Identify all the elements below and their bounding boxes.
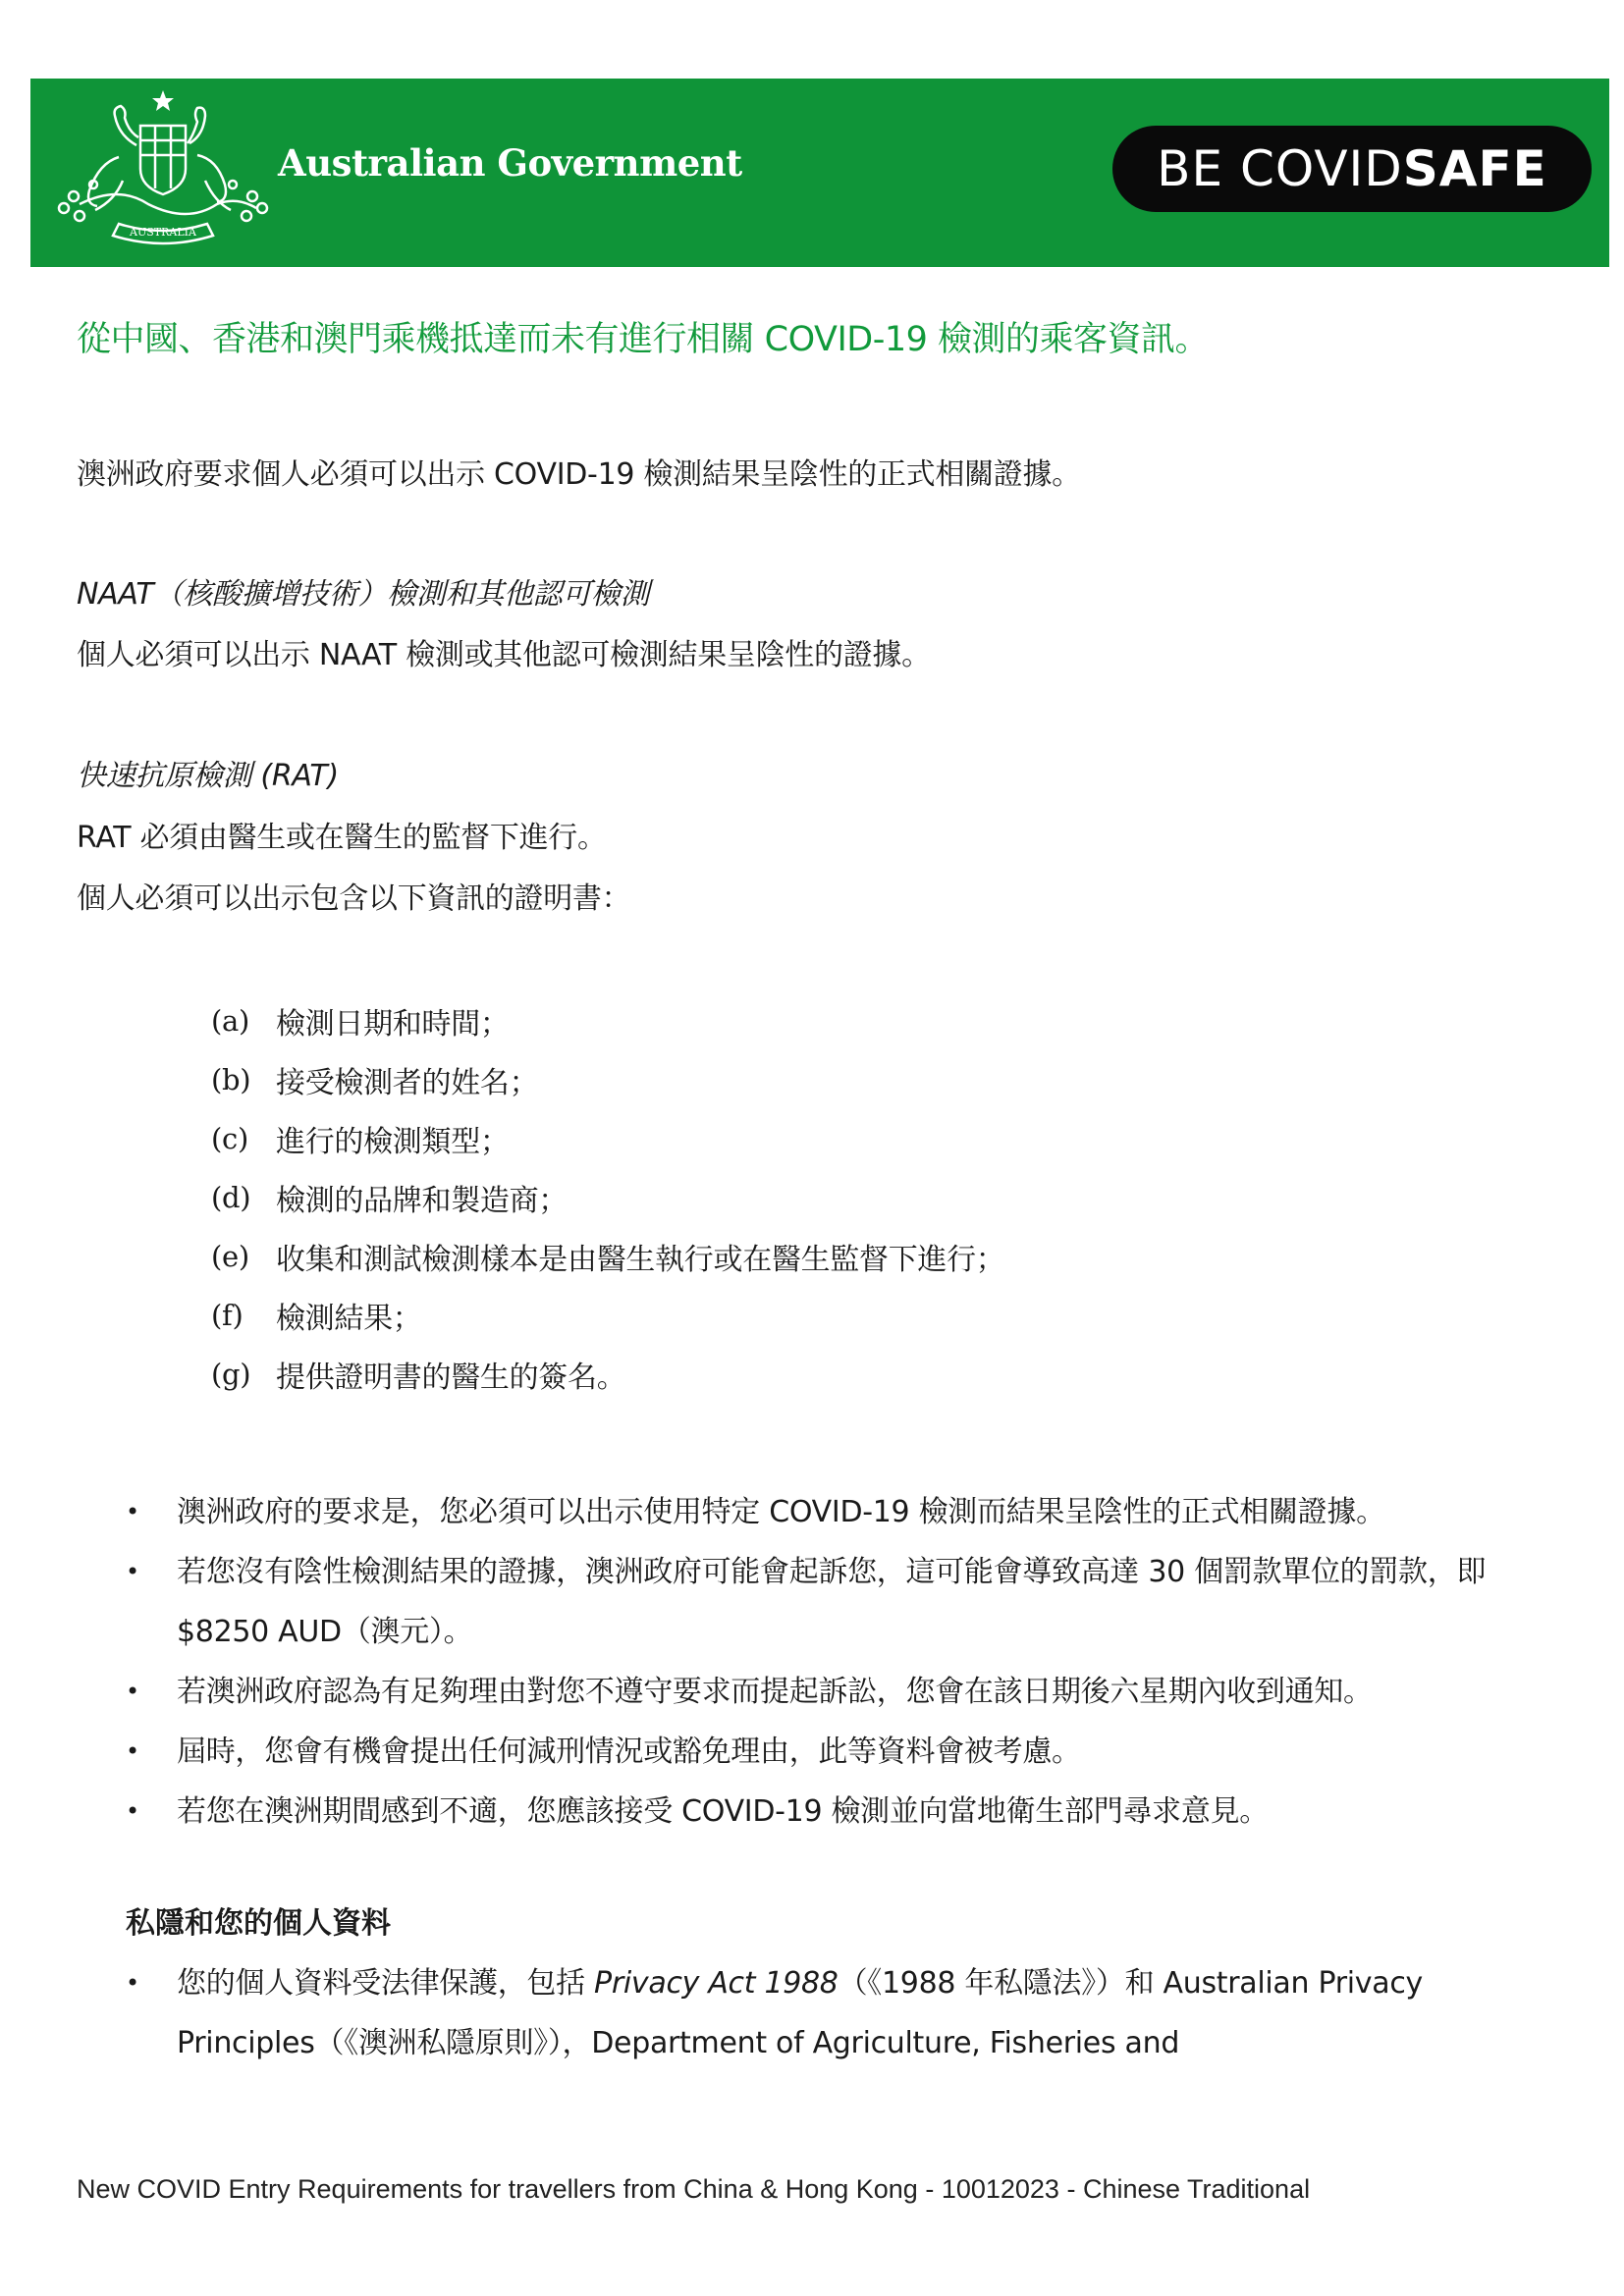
bullet-item xyxy=(126,1542,1559,1662)
list-marker: (f) xyxy=(211,1299,244,1332)
naat-body: 個人必須可以出示 NAAT 檢測或其他認可檢測結果呈陰性的證據。 xyxy=(77,638,931,672)
list-item-text: 收集和測試檢測樣本是由醫生執行或在醫生監督下進行； xyxy=(276,1243,1005,1277)
list-marker: (g) xyxy=(211,1358,251,1391)
list-item xyxy=(211,1109,1005,1168)
privacy-bullet-list xyxy=(126,1953,1500,2073)
bullet-item xyxy=(126,1662,1559,1722)
rat-line-2: 個人必須可以出示包含以下資訊的證明書： xyxy=(77,881,631,916)
bullet-item xyxy=(126,1482,1559,1542)
naat-heading: NAAT（核酸擴增技術）檢測和其他認可檢測 xyxy=(77,577,650,612)
list-item-text: 檢測結果； xyxy=(276,1302,422,1336)
coat-of-arms-icon xyxy=(50,86,276,255)
page-title: 從中國、香港和澳門乘機抵達而未有進行相關 COVID-19 檢測的乘客資訊。 xyxy=(77,320,1210,359)
bullet-dot-icon: • xyxy=(126,1797,139,1825)
list-item-text: 檢測日期和時間； xyxy=(276,1007,510,1041)
rat-heading: 快速抗原檢測 (RAT) xyxy=(77,759,339,793)
bullet-text: 屆時，您會有機會提出任何減刑情況或豁免理由，此等資料會被考慮。 xyxy=(177,1735,1081,1769)
bullet-dot-icon: • xyxy=(126,1498,139,1525)
list-marker: (d) xyxy=(211,1181,251,1214)
list-item xyxy=(211,1227,1005,1286)
privacy-heading: 私隱和您的個人資料 xyxy=(126,1906,391,1941)
requirements-bullet-list xyxy=(126,1482,1559,1842)
list-marker: (e) xyxy=(211,1240,249,1273)
certificate-requirements-list xyxy=(211,991,1005,1404)
bullet-item xyxy=(126,1722,1559,1782)
list-item xyxy=(211,1286,1005,1345)
list-item-text: 提供證明書的醫生的簽名。 xyxy=(276,1361,626,1395)
list-item xyxy=(211,1050,1005,1109)
list-item-text: 進行的檢測類型； xyxy=(276,1125,510,1159)
bullet-dot-icon: • xyxy=(126,1678,139,1705)
list-item xyxy=(211,991,1005,1050)
list-item-text: 檢測的品牌和製造商； xyxy=(276,1184,568,1218)
government-name: Australian Government xyxy=(278,141,742,185)
privacy-text-post: （《1988 年私隱法》）和 Australian Privacy Principles（《澳洲私隱原則》），Department of Agriculture, Fisheries and xyxy=(177,1966,1423,2060)
bullet-text: 若您在澳洲期間感到不適，您應該接受 COVID-19 檢測並向當地衛生部門尋求意見。 xyxy=(177,1794,1269,1829)
bullet-dot-icon: • xyxy=(126,1969,139,1997)
bullet-text: 若澳洲政府認為有足夠理由對您不遵守要求而提起訴訟，您會在該日期後六星期內收到通知。 xyxy=(177,1675,1373,1709)
bullet-text: 澳洲政府的要求是，您必須可以出示使用特定 COVID-19 檢測而結果呈陰性的正式相關證據。 xyxy=(177,1495,1385,1529)
list-item xyxy=(211,1345,1005,1404)
be-covidsafe-badge xyxy=(1112,126,1592,212)
list-marker: (c) xyxy=(211,1122,248,1155)
badge-text-heavy: SAFE xyxy=(1402,140,1547,197)
privacy-act-title: Privacy Act 1988 xyxy=(594,1966,839,2001)
svg-text:AUSTRALIA: AUSTRALIA xyxy=(130,226,196,239)
bullet-text: 若您沒有陰性檢測結果的證據，澳洲政府可能會起訴您，這可能會導致高達 30 個罰款單位的罰款，即 $8250 AUD（澳元）。 xyxy=(177,1555,1487,1649)
list-marker: (a) xyxy=(211,1004,250,1038)
privacy-text-pre: 您的個人資料受法律保護，包括 xyxy=(177,1966,595,2001)
badge-text-light: BE COVID xyxy=(1157,140,1403,197)
list-item-text: 接受檢測者的姓名； xyxy=(276,1066,539,1100)
bullet-dot-icon: • xyxy=(126,1558,139,1585)
bullet-dot-icon: • xyxy=(126,1737,139,1765)
list-item xyxy=(211,1168,1005,1227)
intro-paragraph: 澳洲政府要求個人必須可以出示 COVID-19 檢測結果呈陰性的正式相關證據。 xyxy=(77,457,1081,492)
bullet-item xyxy=(126,1953,1500,2073)
header-banner xyxy=(30,79,1609,267)
bullet-item xyxy=(126,1782,1559,1842)
rat-line-1: RAT 必須由醫生或在醫生的監督下進行。 xyxy=(77,821,607,855)
list-marker: (b) xyxy=(211,1063,251,1096)
document-footer: New COVID Entry Requirements for travellers from China & Hong Kong - 10012023 - Chinese Traditional xyxy=(77,2174,1311,2204)
